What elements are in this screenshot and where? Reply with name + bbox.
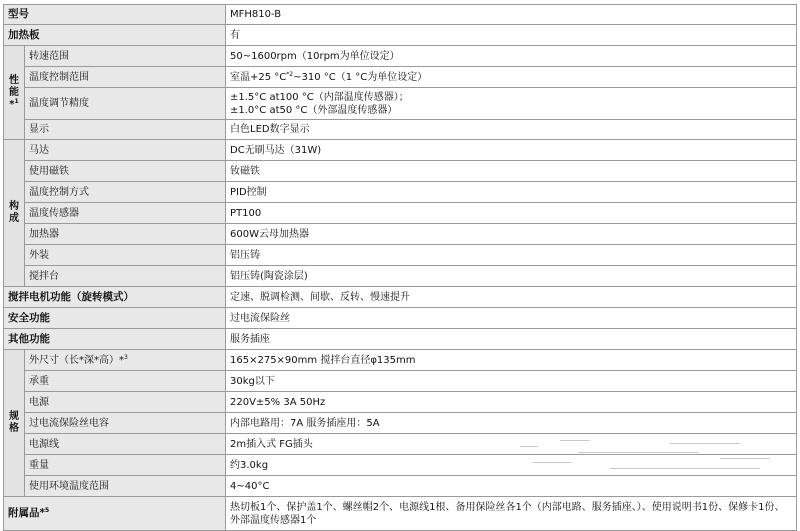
row-weight [4,455,797,476]
temp-accuracy-label: 温度调节精度 [25,88,226,120]
temp-control-method-value: PID控制 [226,182,797,203]
group-performance-char: 能 [9,86,19,98]
temp-sensor-value: PT100 [226,203,797,224]
speed-range-value: 50~1600rpm（10rpm为单位设定） [226,46,797,67]
weight-value: 约3.0kg [226,455,797,476]
weight-label: 重量 [25,455,226,476]
power-cord-label: 电源线 [25,434,226,455]
row-speed-range [4,46,797,67]
row-temp-control-range [4,67,797,88]
stir-plate-label: 搅拌台 [25,266,226,287]
load-value: 30kg以下 [226,371,797,392]
heater-label: 加热器 [25,224,226,245]
safety-value: 过电流保险丝 [226,308,797,329]
row-power-cord [4,434,797,455]
row-safety [4,308,797,329]
model-value: MFH810-B [226,5,797,25]
power-value: 220V±5% 3A 50Hz [226,392,797,413]
magnet-label: 使用磁铁 [25,161,226,182]
row-motor [4,140,797,161]
other-label: 其他功能 [4,329,226,350]
row-temp-accuracy [4,88,797,120]
row-dimensions [4,350,797,371]
safety-label: 安全功能 [4,308,226,329]
row-power [4,392,797,413]
power-label: 电源 [25,392,226,413]
row-exterior [4,245,797,266]
row-ambient-temp [4,476,797,497]
group-construction-char: 成 [9,213,19,224]
group-performance [4,46,25,140]
group-specification-char: 格 [9,423,19,434]
row-load [4,371,797,392]
temp-accuracy-value [226,88,797,120]
row-temp-control-method [4,182,797,203]
motor-value: DC无刷马达（31W) [226,140,797,161]
row-other [4,329,797,350]
row-magnet [4,161,797,182]
magnet-value: 钕磁铁 [226,161,797,182]
fuse-capacity-label: 过电流保险丝电容 [25,413,226,434]
dimensions-label: 外尺寸（长*深*高）*$^3$ [25,350,226,371]
fuse-capacity-value: 内部电路用：7A 服务插座用：5A [226,413,797,434]
power-cord-value: 2m插入式 FG插头 [226,434,797,455]
temp-sensor-label: 温度传感器 [25,203,226,224]
model-label: 型号 [4,5,226,25]
row-motor-function [4,287,797,308]
group-construction [4,140,25,287]
row-heater [4,224,797,245]
exterior-label: 外装 [25,245,226,266]
row-fuse-capacity [4,413,797,434]
row-model [4,5,797,25]
spec-table [3,4,797,531]
ambient-temp-value: 4~40°C [226,476,797,497]
motor-function-label: 搅拌电机功能（旋转模式） [4,287,226,308]
display-value: 白色LED数字显示 [226,120,797,140]
stir-plate-value: 铝压铸(陶瓷涂层) [226,266,797,287]
dimensions-value: 165×275×90mm 搅拌台直径φ135mm [226,350,797,371]
other-value: 服务插座 [226,329,797,350]
exterior-value: 铝压铸 [226,245,797,266]
row-display [4,120,797,140]
group-specification-char: 规 [9,411,19,422]
temp-accuracy-line: ±1.0°C at50 °C（外部温度传感器） [230,104,398,116]
temp-control-range-label: 温度控制范围 [25,67,226,88]
group-performance-note: *$^1$ [9,97,19,110]
accessories-value: 热切板1个、保护盖1个、螺丝帽2个、电源线1根、备用保险丝各1个（内部电路、服务插座、）、使用说明书1份、保修卡1份、外部温度传感器1个 [226,497,797,531]
row-temp-sensor [4,203,797,224]
temp-control-method-label: 温度控制方式 [25,182,226,203]
display-label: 显示 [25,120,226,140]
row-accessories [4,497,797,531]
motor-function-value: 定速、脱调检测、间歇、反转、慢速提升 [226,287,797,308]
row-heating-plate [4,25,797,46]
speed-range-label: 转速范围 [25,46,226,67]
group-construction-char: 构 [9,201,19,212]
temp-control-range-value: 室温+25 $^\circ C^{*2}\sim 310$ °C（1 °C为单位设定） [226,67,797,88]
group-specification [4,350,25,497]
accessories-label: 附属品*$^5$ [4,497,226,531]
heating-plate-value: 有 [226,25,797,46]
load-label: 承重 [25,371,226,392]
motor-label: 马达 [25,140,226,161]
heating-plate-label: 加热板 [4,25,226,46]
ambient-temp-label: 使用环境温度范围 [25,476,226,497]
heater-value: 600W云母加热器 [226,224,797,245]
temp-accuracy-line: ±1.5°C at100 °C（内部温度传感器）； [230,91,409,103]
group-performance-char: 性 [9,74,19,86]
row-stir-plate [4,266,797,287]
